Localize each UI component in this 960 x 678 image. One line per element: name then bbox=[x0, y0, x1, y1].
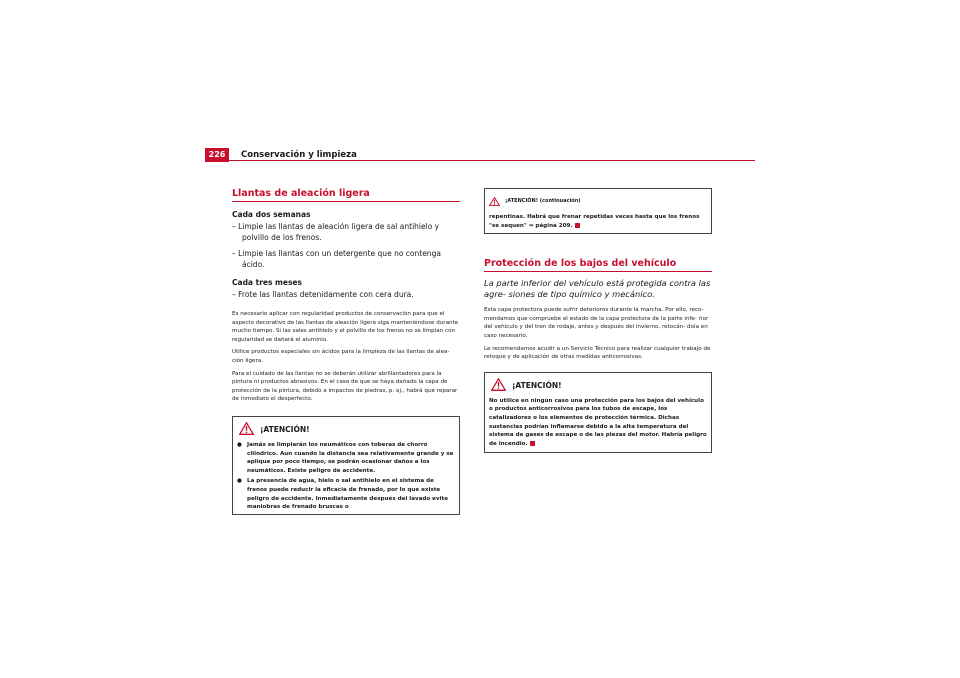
subheading-every-three-months: Cada tres meses bbox=[232, 278, 302, 287]
end-marker-icon bbox=[575, 223, 580, 228]
warning-continuation-title: ¡ATENCIÓN! (continuación) bbox=[505, 197, 581, 204]
warning-header bbox=[485, 373, 711, 397]
end-marker-icon bbox=[530, 441, 535, 446]
paragraph: Utilice productos especiales sin ácidos para la limpieza de las llantas de alea- ción ligera. bbox=[232, 349, 450, 364]
left-column bbox=[232, 188, 460, 515]
subheading-every-two-weeks: Cada dos semanas bbox=[232, 210, 311, 219]
warning-title: ¡ATENCIÓN! bbox=[512, 380, 562, 390]
warning-bullet-text: La presencia de agua, hielo o sal antihielo en el sistema de frenos puede reducir la eficacia de frenado, por lo que existe peligro de accidente. Inmediatamente después del lavado evite maniobras de frenado bruscas o bbox=[247, 478, 449, 511]
intro-text: La parte inferior del vehículo está protegida contra las agre- siones de tipo químico y mecánico. bbox=[484, 278, 711, 300]
warning-continuation-text: repentinas. Habrá que frenar repetidas veces hasta que los frenos "se sequen" ⇒ página 209. bbox=[489, 214, 700, 229]
right-column bbox=[484, 188, 712, 453]
right-heading: Protección de los bajos del vehículo bbox=[484, 258, 712, 272]
warning-triangle-icon bbox=[489, 191, 500, 210]
list-item: – Frote las llantas detenidamente con cera dura. bbox=[232, 290, 414, 299]
warning-title: ¡ATENCIÓN! bbox=[260, 424, 310, 434]
paragraph: Le recomendamos acudir a un Servicio Técnico para realizar cualquier trabajo de retoque y de aplicación de otras medidas anticorrosivas. bbox=[484, 345, 711, 361]
warning-box bbox=[232, 416, 460, 515]
warning-bullet-text: Jamás se limpiarán los neumáticos con toberas de chorro cilíndrico. Aun cuando la distancia sea relativamente grande y se aplique por poco tiempo, se podrán ocasionar daños a los neumáticos. Existe peligro de accidente. bbox=[247, 441, 454, 474]
warning-header bbox=[233, 417, 459, 441]
warning-triangle-icon bbox=[491, 376, 506, 395]
paragraph: Para el cuidado de las llantas no se deberán utilizar abrillantadores para la pintura ni productos abrasivos. En el caso de que se haya dañado la capa de protección de la pintura, debido a impactos de piedras, p. ej., habrá que reparar de inmediato el desperfecto. bbox=[232, 370, 458, 403]
page-number: 226 bbox=[205, 148, 229, 162]
warning-continuation-header bbox=[485, 189, 711, 212]
section-title: Conservación y limpieza bbox=[241, 150, 357, 160]
list-item: – Limpie las llantas con un detergente que no contenga ácido. bbox=[232, 249, 441, 269]
left-heading: Llantas de aleación ligera bbox=[232, 188, 460, 202]
paragraph: Esta capa protectora puede sufrir deterioros durante la marcha. Por ello, reco- mendamos que compruebe el estado de la capa protectora de la parte infe- rior del vehículo y del tren de rodaje, antes y después del invierno, retocán- dola en caso necesario. bbox=[484, 307, 709, 339]
bullet-icon: ● bbox=[237, 478, 242, 485]
warning-text: No utilice en ningún caso una protección para los bajos del vehículo o productos anticorrosivos para los tubos de escape, los catalizadores o los elementos de protección térmica. Dichas sustancias podrían inflamarse debido a la alta temperatura del sistema de gases de escape o de las piezas del motor. Habría peligro de incendio. bbox=[489, 397, 707, 447]
warning-triangle-icon bbox=[239, 420, 254, 439]
warning-continuation-box bbox=[484, 188, 712, 234]
bullet-icon: ● bbox=[237, 441, 242, 448]
paragraph: Es necesario aplicar con regularidad productos de conservación para que el aspecto decorativo de las llantas de aleación ligera siga manteniéndose durante mucho tiempo. Si las sales antihielo y el polvillo de los frenos no se limpian con regularidad se dañará el aluminio. bbox=[232, 311, 459, 343]
warning-bullet bbox=[237, 441, 455, 475]
list-item: – Limpie las llantas de aleación ligera de sal antihielo y polvillo de los frenos. bbox=[232, 222, 440, 242]
header-divider bbox=[205, 160, 755, 161]
warning-box bbox=[484, 372, 712, 454]
warning-bullet bbox=[237, 477, 455, 511]
